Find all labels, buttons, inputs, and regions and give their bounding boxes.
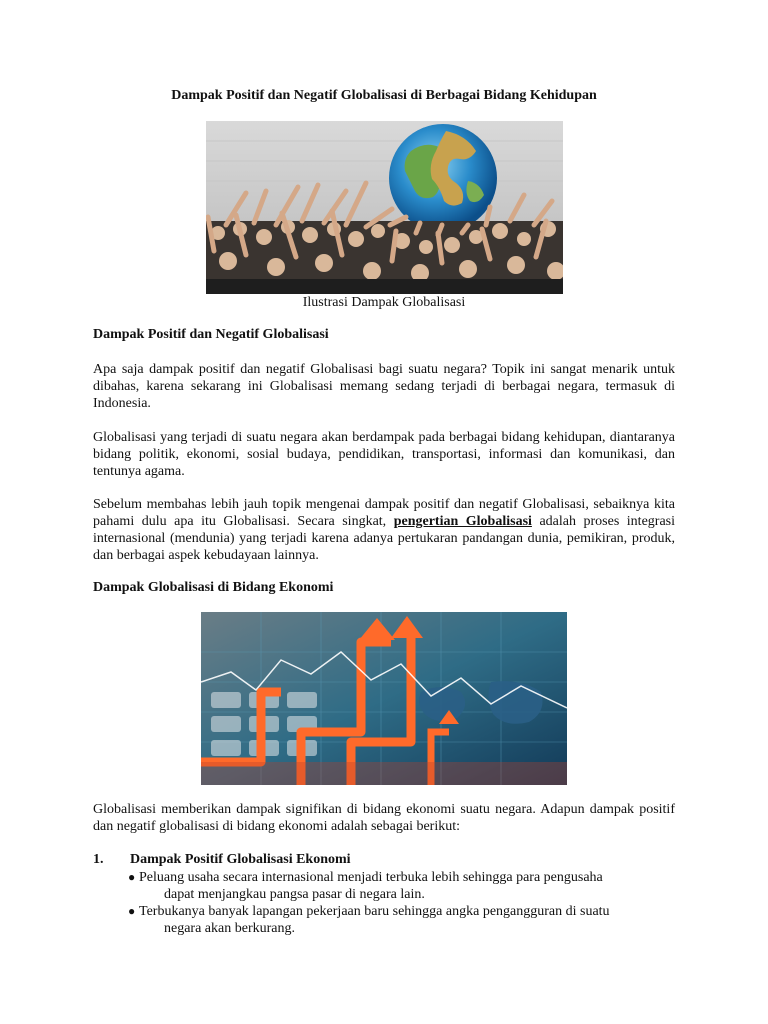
bullet-continuation: negara akan berkurang. <box>164 921 295 936</box>
bullet-line: Peluang usaha secara internasional menjadi terbuka lebih sehingga para pengusaha <box>139 870 603 885</box>
paragraph-definition <box>93 496 675 564</box>
paragraph-fields: Globalisasi yang terjadi di suatu negara akan berdampak pada berbagai bidang kehidupan, diantaranya bidang politik, ekonomi, sosial budaya, pendidikan, transportasi, informasi dan komunikasi, dan tentunya agama. <box>93 430 675 479</box>
section-heading-positive-negative: Dampak Positif dan Negatif Globalisasi <box>93 327 329 342</box>
economy-illustration-image <box>201 612 567 785</box>
bullet-continuation: dapat menjangkau pangsa pasar di negara lain. <box>164 887 425 902</box>
numbered-heading-positive-economy <box>93 852 351 868</box>
numbered-heading-text: Dampak Positif Globalisasi Ekonomi <box>130 852 351 867</box>
figure-caption: Ilustrasi Dampak Globalisasi <box>302 295 466 310</box>
bullet-list-positive-economy <box>127 869 675 937</box>
list-item <box>127 869 675 903</box>
bullet-line: Terbukanya banyak lapangan pekerjaan baru sehingga angka pengangguran di suatu <box>139 904 610 919</box>
globalization-illustration-image <box>206 121 563 294</box>
globalization-definition-link[interactable]: pengertian Globalisasi <box>393 514 532 529</box>
section-heading-economy: Dampak Globalisasi di Bidang Ekonomi <box>93 580 334 595</box>
list-number: 1. <box>93 852 104 867</box>
list-item <box>127 903 675 937</box>
paragraph-definition-start: Sebelum membahas lebih jauh topik mengenai dampak positif dan negatif Globalisasi, sebaiknya kita pahami dulu apa itu Globalisasi. Secara singkat, <box>93 497 675 529</box>
paragraph-economy-intro: Globalisasi memberikan dampak signifikan di bidang ekonomi suatu negara. Adapun dampak positif dan negatif globalisasi di bidang ekonomi adalah sebagai berikut: <box>93 802 675 834</box>
bullet-icon: ● <box>128 904 136 918</box>
paragraph-intro: Apa saja dampak positif dan negatif Globalisasi bagi suatu negara? Topik ini sangat menarik untuk dibahas, karena sekarang ini Globalisasi memang sedang terjadi di berbagai negara, termasuk di Indonesia. <box>93 362 675 411</box>
page-title: Dampak Positif dan Negatif Globalisasi di Berbagai Bidang Kehidupan <box>171 88 597 103</box>
paragraph-definition-end: adalah proses integrasi internasional (mendunia) yang terjadi karena adanya pertukaran pandangan dunia, pemikiran, produk, dan berbagai aspek kebudayaan lainnya. <box>93 514 676 563</box>
bullet-icon: ● <box>128 870 136 884</box>
